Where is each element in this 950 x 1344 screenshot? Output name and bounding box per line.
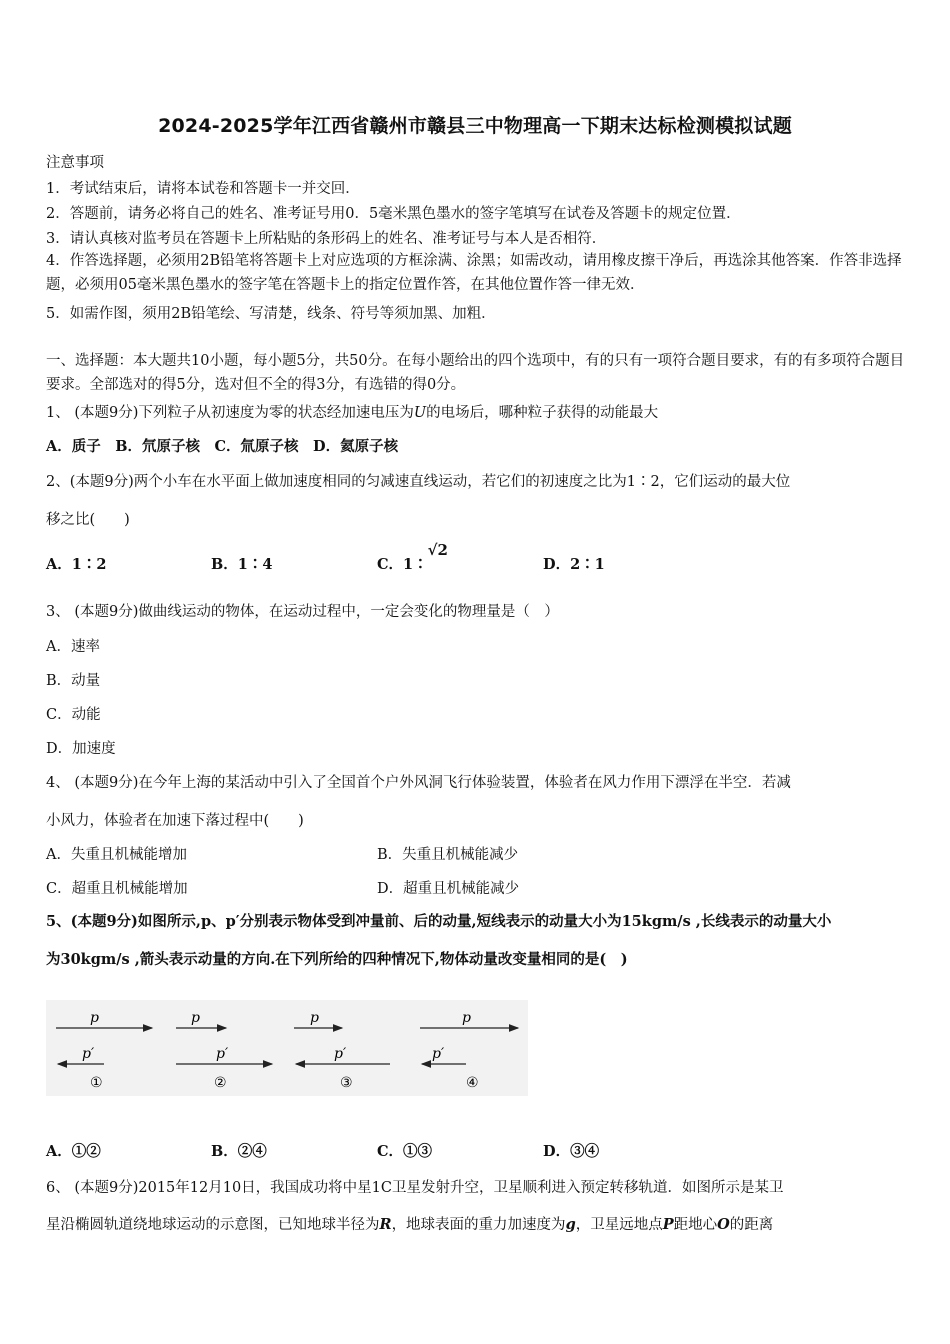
q4-option-c: C．超重且机械能增加: [46, 881, 188, 897]
q2-option-c: [377, 541, 448, 574]
q6-text: 距地心: [673, 1217, 718, 1233]
q6-text: 星沿椭圆轨道绕地球运动的示意图，已知地球半径为: [46, 1217, 380, 1233]
case-number-2: ②: [214, 1075, 227, 1091]
question-6-stem: 6、 (本题9分)2015年12月10日，我国成功将中星1C卫星发射升空，卫星顺利进入预定转移轨道．如图所示是某卫: [46, 1180, 784, 1196]
question-5-stem: 5、(本题9分)如图所示,p、p′分别表示物体受到冲量前、后的动量,短线表示的动量大小为15kgm/s ,长线表示的动量大小: [46, 913, 832, 930]
momentum-diagram: [46, 1000, 528, 1096]
q4-option-a: A．失重且机械能增加: [46, 847, 187, 863]
page-title: 2024-2025学年江西省赣州市赣县三中物理高一下期末达标检测模拟试题: [158, 115, 792, 137]
pprime-label: p′: [216, 1046, 229, 1062]
question-3-stem: 3、 (本题9分)做曲线运动的物体，在运动过程中，一定会变化的物理量是（ ）: [46, 604, 559, 620]
q1-stem-part: 1、 (本题9分)下列粒子从初速度为零的状态经加速电压为: [46, 405, 414, 421]
notice-item: 4．作答选择题，必须用2B铅笔将答题卡上对应选项的方框涂满、涂黑；如需改动，请用橡皮擦干净后，再选涂其他答案．作答非选择题，必须用05毫米黑色墨水的签字笔在答题卡上的指定位置作答，在其他位置作答一律无效．: [46, 253, 902, 293]
q5-option-a: A．①②: [46, 1143, 101, 1160]
case-number-4: ④: [466, 1075, 479, 1091]
question-4-stem-cont: 小风力，体验者在加速下落过程中( ): [46, 813, 304, 829]
p-label: p: [191, 1010, 200, 1026]
notice-heading: 注意事项: [46, 155, 104, 171]
momentum-figure: [46, 1000, 528, 1096]
q1-variable: U: [413, 405, 427, 421]
q2-option-a: A．1∶2: [46, 556, 107, 573]
q5-option-c: C．①③: [377, 1143, 433, 1160]
question-6-stem-cont: [46, 1213, 773, 1234]
q4-option-b: B．失重且机械能减少: [377, 847, 519, 863]
question-1-stem: [46, 401, 658, 422]
q2-option-b: B．1∶4: [211, 556, 273, 573]
section-instructions: 一、选择题：本大题共10小题，每小题5分，共50分。在每小题给出的四个选项中，有的只有一项符合题目要求，有的有多项符合题目要求。全部选对的得5分，选对但不全的得3分，有选错的得0分。: [46, 353, 905, 393]
q4-option-d: D．超重且机械能减少: [377, 881, 520, 897]
q6-text: ，地球表面的重力加速度为: [391, 1217, 566, 1233]
question-1-options: A．质子 B．氘原子核 C．氚原子核 D．氦原子核: [46, 438, 399, 455]
q6-var-r: R: [379, 1216, 392, 1233]
pprime-label: p′: [432, 1046, 445, 1062]
q5-option-d: D．③④: [543, 1143, 600, 1160]
q6-var-g: g: [565, 1216, 576, 1233]
question-2-stem: 2、(本题9分)两个小车在水平面上做加速度相同的匀减速直线运动，若它们的初速度之比为1∶2，它们运动的最大位: [46, 474, 791, 490]
q3-option-b: B．动量: [46, 673, 101, 689]
q6-text: 的距离: [729, 1217, 774, 1233]
notice-item: 5．如需作图，须用2B铅笔绘、写清楚，线条、符号等须加黑、加粗．: [46, 306, 496, 322]
case-number-3: ③: [340, 1075, 353, 1091]
q3-option-d: D．加速度: [46, 741, 116, 757]
sqrt-two: √2: [427, 541, 448, 559]
notice-item: 3．请认真核对监考员在答题卡上所粘贴的条形码上的姓名、准考证号与本人是否相符．: [46, 231, 607, 247]
case-number-1: ①: [90, 1075, 103, 1091]
p-label: p: [310, 1010, 319, 1026]
q6-text: ，卫星远地点: [575, 1217, 663, 1233]
question-5-stem-cont: 为30kgm/s ,箭头表示动量的方向.在下列所给的四种情况下,物体动量改变量相同的是( ): [46, 951, 628, 968]
p-label: p: [462, 1010, 471, 1026]
pprime-label: p′: [82, 1046, 95, 1062]
question-4-stem: 4、 (本题9分)在今年上海的某活动中引入了全国首个户外风洞飞行体验装置，体验者在风力作用下漂浮在半空．若减: [46, 775, 791, 791]
q5-option-b: B．②④: [211, 1143, 267, 1160]
q2-option-d: D．2∶1: [543, 556, 605, 573]
notice-item: 2．答题前，请务必将自己的姓名、准考证号用0．5毫米黑色墨水的签字笔填写在试卷及答题卡的规定位置．: [46, 206, 741, 222]
q3-option-c: C．动能: [46, 707, 101, 723]
question-2-stem-cont: 移之比( ): [46, 512, 130, 528]
p-label: p: [90, 1010, 99, 1026]
q6-var-p: P: [662, 1216, 674, 1233]
notice-item: 1．考试结束后，请将本试卷和答题卡一并交回．: [46, 181, 360, 197]
pprime-label: p′: [334, 1046, 347, 1062]
q2-option-c-text: C．1∶: [377, 556, 428, 573]
q1-stem-part: 的电场后，哪种粒子获得的动能最大: [426, 405, 659, 421]
q3-option-a: A．速率: [46, 639, 100, 655]
q6-var-o: O: [717, 1216, 730, 1233]
